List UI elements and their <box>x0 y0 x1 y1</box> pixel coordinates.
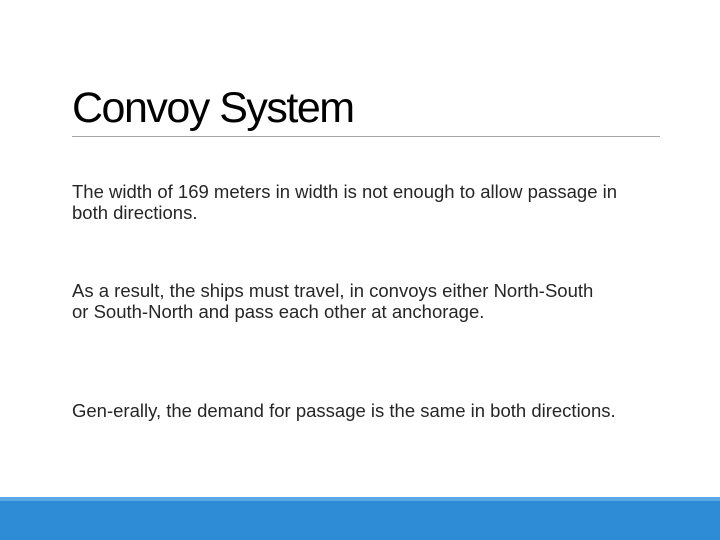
body-paragraph: Gen-erally, the demand for passage is the same in both directions. <box>72 400 616 421</box>
bottom-accent-band-highlight <box>0 497 720 501</box>
body-paragraph: As a result, the ships must travel, in convoys either North‐South or South‐North and pass each other at anchorage. <box>72 280 594 322</box>
bottom-accent-band <box>0 497 720 540</box>
body-paragraph: The width of 169 meters in width is not enough to allow passage in both directions. <box>72 181 618 223</box>
title-divider <box>72 136 660 137</box>
slide-title: Convoy System <box>72 84 354 132</box>
